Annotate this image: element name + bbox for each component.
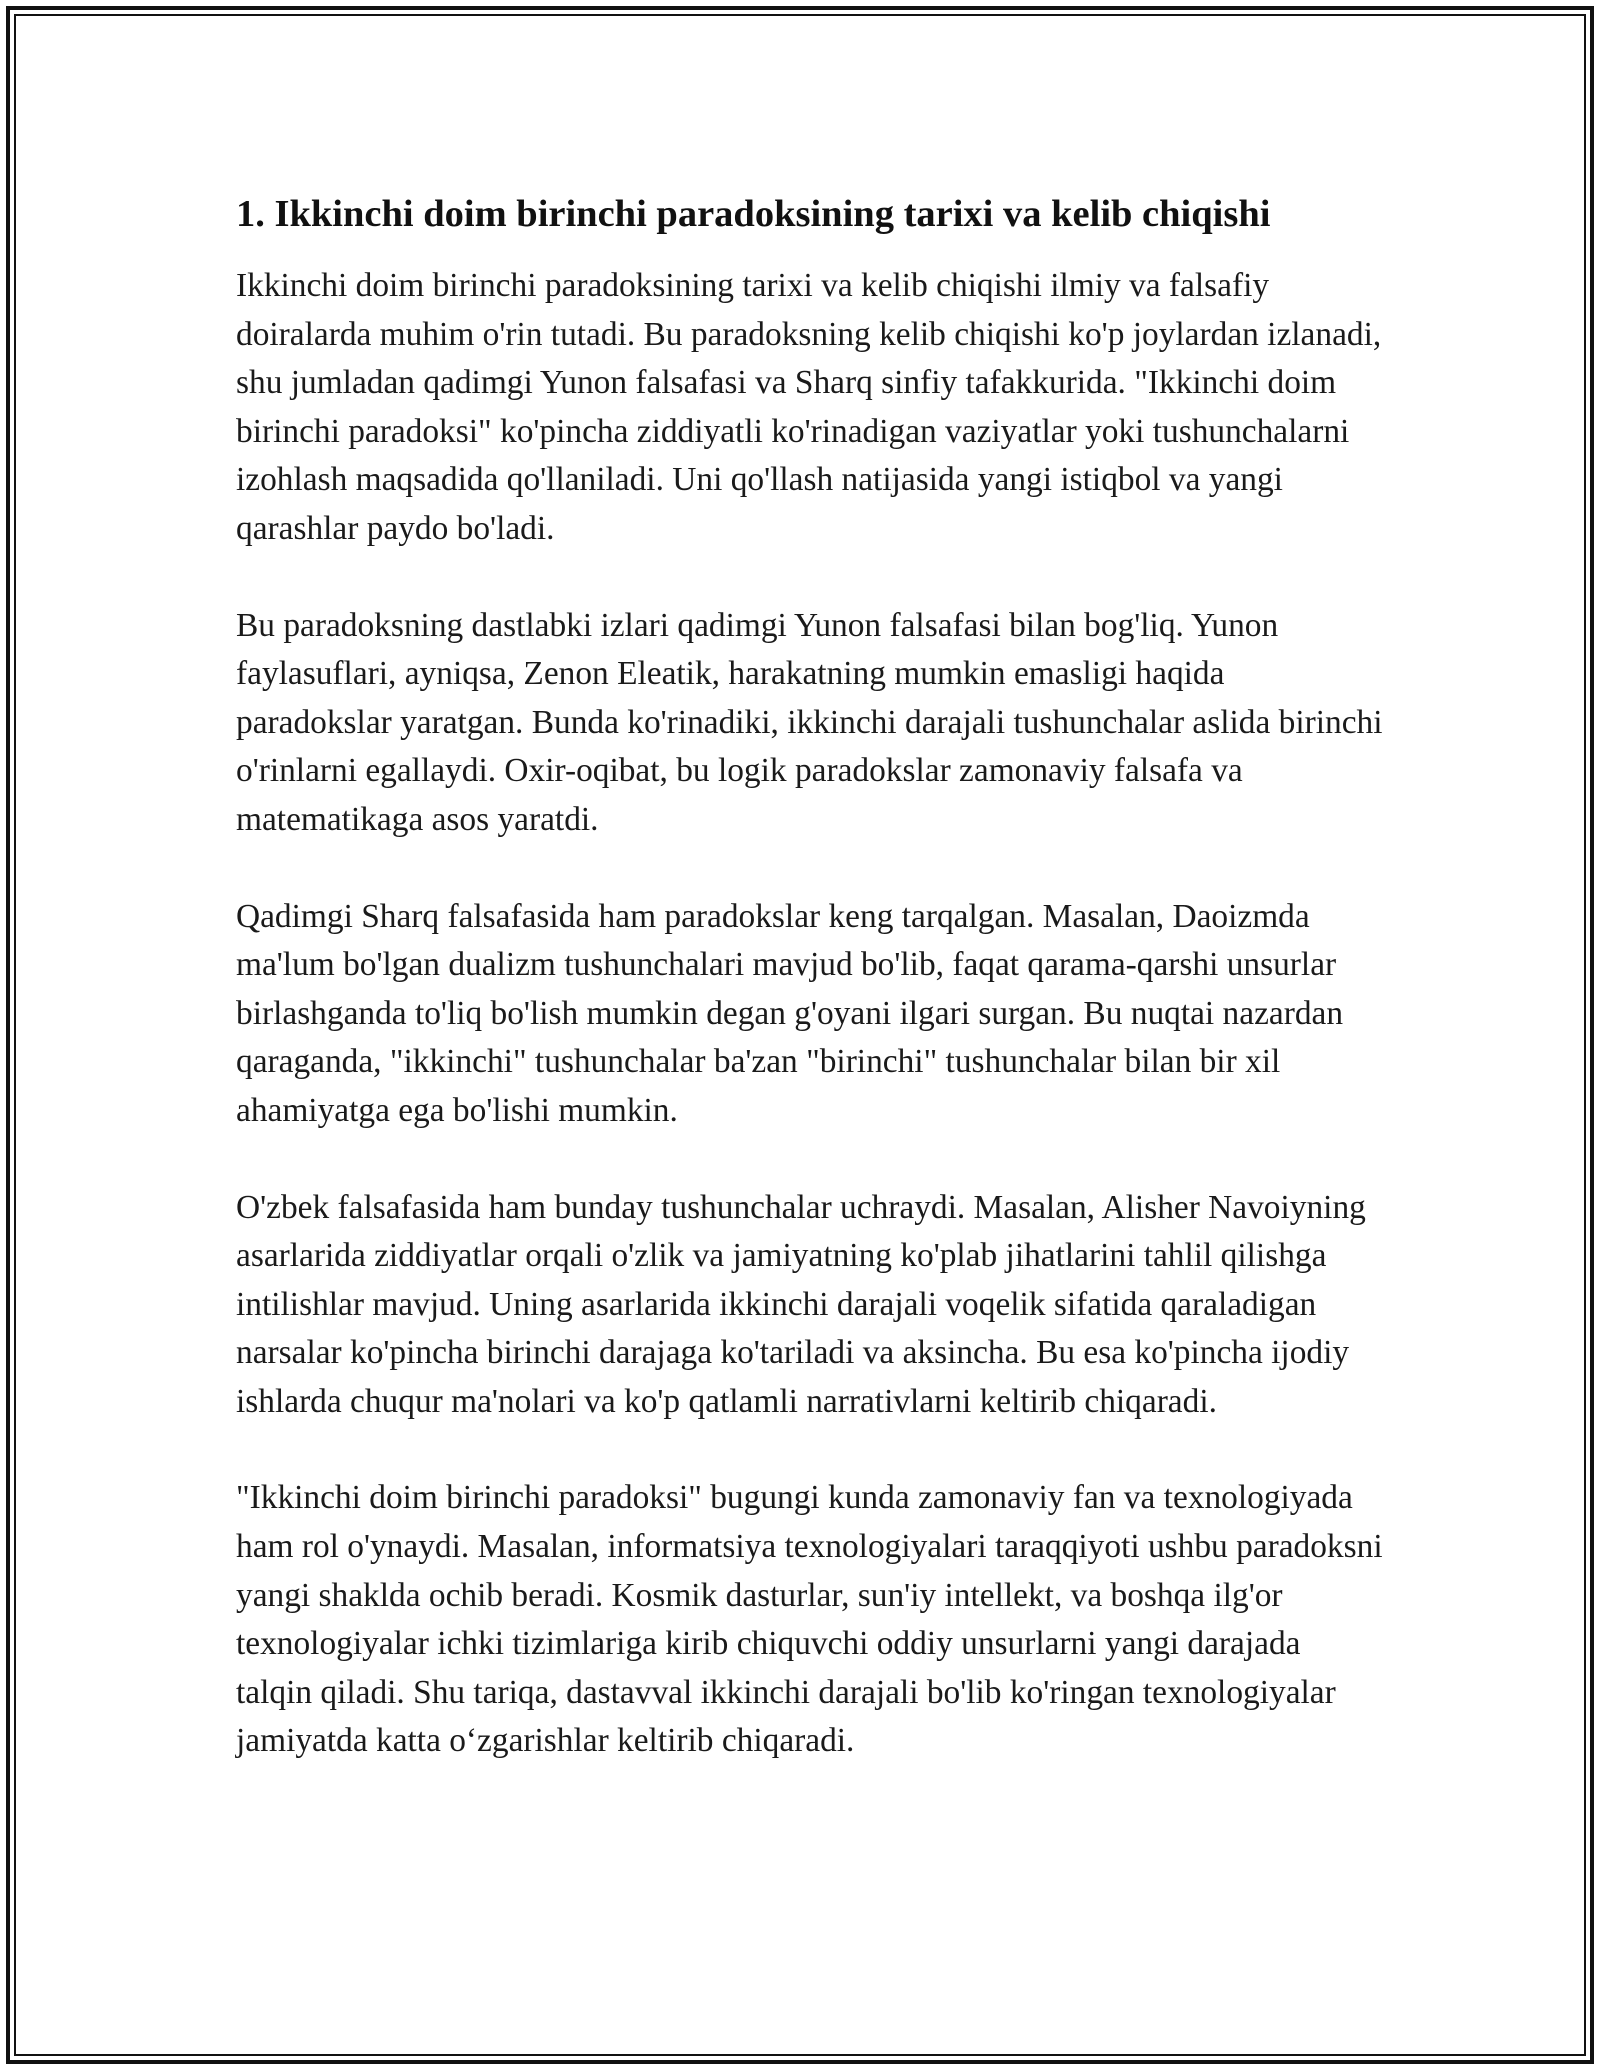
- section-heading: 1. Ikkinchi doim birinchi paradoksining tarixi va kelib chiqishi: [236, 193, 1271, 235]
- paragraph-2: Bu paradoksning dastlabki izlari qadimgi Yunon falsafasi bilan bog'liq. Yunon faylasuflari, ayniqsa, Zenon Eleatik, harakatning mumkin emasligi haqida paradokslar yaratgan. Bunda ko'rinadiki, ikkinchi darajali tushunchalar aslida birinchi o'rinlarni egallaydi. Oxir-oqibat, bu logik paradokslar zamonaviy falsafa va matematikaga asos yaratdi.: [236, 606, 1383, 838]
- paragraph-4: O'zbek falsafasida ham bunday tushunchalar uchraydi. Masalan, Alisher Navoiyning asarlarida ziddiyatlar orqali o'zlik va jamiyatning ko'plab jihatlarini tahlil qilishga intilishlar mavjud. Uning asarlarida ikkinchi darajali voqelik sifatida qaraladigan narsalar ko'pincha birinchi darajaga ko'tariladi va aksincha. Bu esa ko'pincha ijodiy ishlarda chuqur ma'nolari va ko'p qatlamli narrativlarni keltirib chiqaradi.: [236, 1188, 1366, 1420]
- paragraph-1: Ikkinchi doim birinchi paradoksining tarixi va kelib chiqishi ilmiy va falsafiy doiralarda muhim o'rin tutadi. Bu paradoksning kelib chiqishi ko'p joylardan izlanadi, shu jumladan qadimgi Yunon falsafasi va Sharq sinfiy tafakkurida. "Ikkinchi doim birinchi paradoksi" ko'pincha ziddiyatli ko'rinadigan vaziyatlar yoki tushunchalarni izohlash maqsadida qo'llaniladi. Uni qo'llash natijasida yangi istiqbol va yangi qarashlar paydo bo'ladi.: [236, 267, 1382, 547]
- paragraph-5: "Ikkinchi doim birinchi paradoksi" bugungi kunda zamonaviy fan va texnologiyada ham rol o'ynaydi. Masalan, informatsiya texnologiyalari taraqqiyoti ushbu paradoksni yangi shaklda ochib beradi. Kosmik dasturlar, sun'iy intellekt, va boshqa ilg'or texnologiyalar ichki tizimlariga kirib chiquvchi oddiy unsurlarni yangi darajada talqin qiladi. Shu tariqa, dastavval ikkinchi darajali bo'lib ko'ringan texnologiyalar jamiyatda katta o‘zgarishlar keltirib chiqaradi.: [236, 1479, 1383, 1760]
- paragraph-3: Qadimgi Sharq falsafasida ham paradokslar keng tarqalgan. Masalan, Daoizmda ma'lum bo'lgan dualizm tushunchalari mavjud bo'lib, faqat qarama-qarshi unsurlar birlashganda to'liq bo'lish mumkin degan g'oyani ilgari surgan. Bu nuqtai nazardan qaraganda, "ikkinchi" tushunchalar ba'zan "birinchi" tushunchalar bilan bir xil ahamiyatga ega bo'lishi mumkin.: [236, 897, 1344, 1129]
- document-body: [236, 186, 1384, 1814]
